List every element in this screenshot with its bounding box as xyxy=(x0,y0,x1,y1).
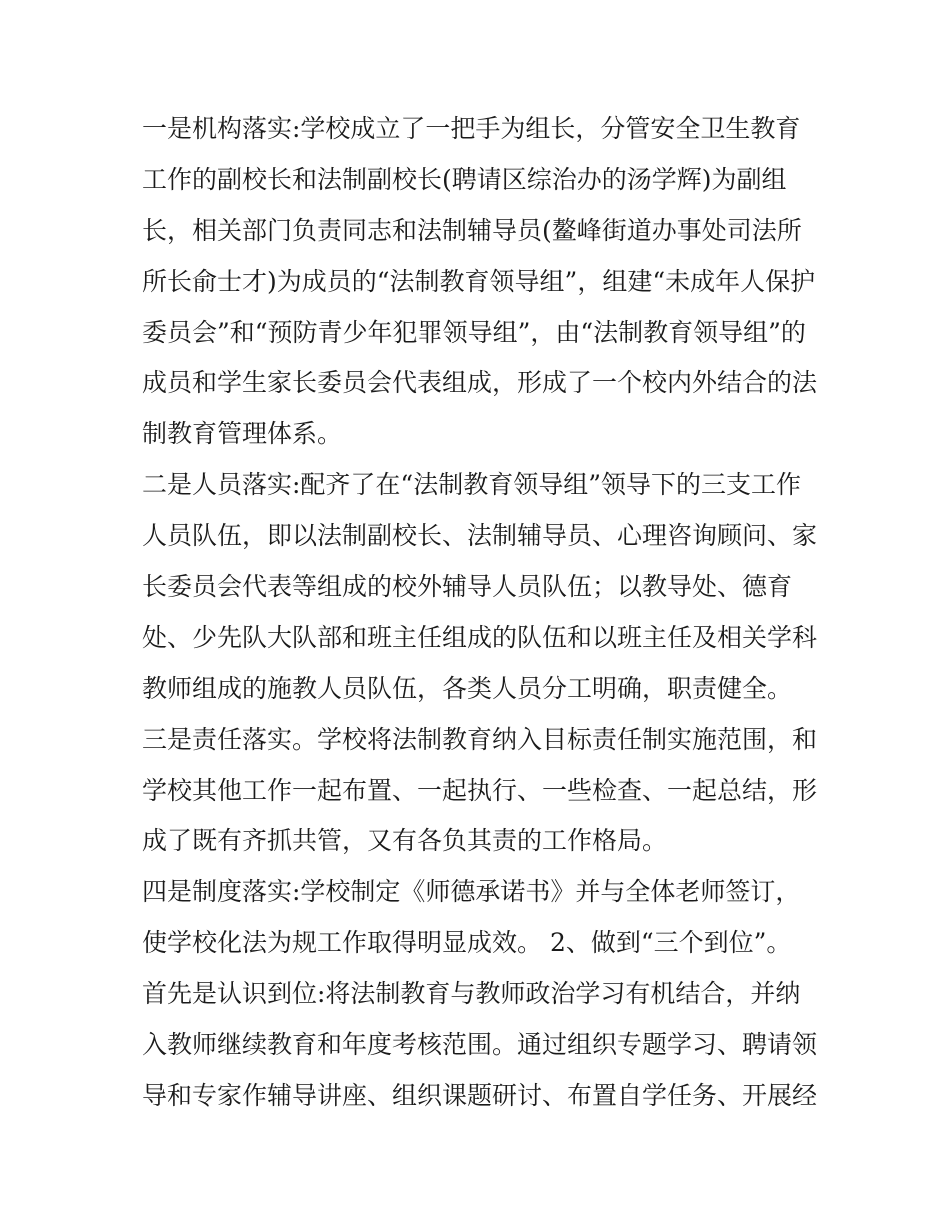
text-line: 三是责任落实。学校将法制教育纳入目标责任制实施范围，和 xyxy=(142,724,818,754)
text-line: 处、少先队大队部和班主任组成的队伍和以班主任及相关学科 xyxy=(142,622,818,652)
text-line: 人员队伍，即以法制副校长、法制辅导员、心理咨询顾问、家 xyxy=(142,521,818,551)
text-line: 所长俞士才)为成员的“法制教育领导组”，组建“未成年人保护 xyxy=(142,266,816,296)
text-line: 二是人员落实:配齐了在“法制教育领导组”领导下的三支工作 xyxy=(142,470,801,500)
text-line: 入教师继续教育和年度考核范围。通过组织专题学习、聘请领 xyxy=(142,1030,818,1060)
text-line: 一是机构落实:学校成立了一把手为组长，分管安全卫生教育 xyxy=(142,114,801,143)
text-line: 委员会”和“预防青少年犯罪领导组”，由“法制教育领导组”的 xyxy=(142,317,806,347)
text-line: 成员和学生家长委员会代表组成，形成了一个校内外结合的法 xyxy=(142,368,818,398)
text-line: 教师组成的施教人员队伍，各类人员分工明确，职责健全。 xyxy=(142,673,793,703)
text-line: 学校其他工作一起布置、一起执行、一些检查、一起总结，形 xyxy=(142,775,818,805)
text-line: 成了既有齐抓共管，又有各负其责的工作格局。 xyxy=(142,826,668,856)
text-line: 使学校化法为规工作取得明显成效。 2、做到“三个到位”。 xyxy=(142,928,792,958)
document-body xyxy=(142,104,818,1122)
text-line: 首先是认识到位:将法制教育与教师政治学习有机结合，并纳 xyxy=(142,979,801,1009)
text-line: 长委员会代表等组成的校外辅导人员队伍；以教导处、德育 xyxy=(142,572,793,602)
text-line: 工作的副校长和法制副校长(聘请区综治办的汤学辉)为副组 xyxy=(142,164,787,194)
text-line: 制教育管理体系。 xyxy=(142,419,343,449)
text-line: 长，相关部门负责同志和法制辅导员(鳌峰街道办事处司法所 xyxy=(142,215,802,245)
text-line: 四是制度落实:学校制定《师德承诺书》并与全体老师签订， xyxy=(142,877,801,907)
text-line: 导和专家作辅导讲座、组织课题研讨、布置自学任务、开展经 xyxy=(142,1080,818,1110)
